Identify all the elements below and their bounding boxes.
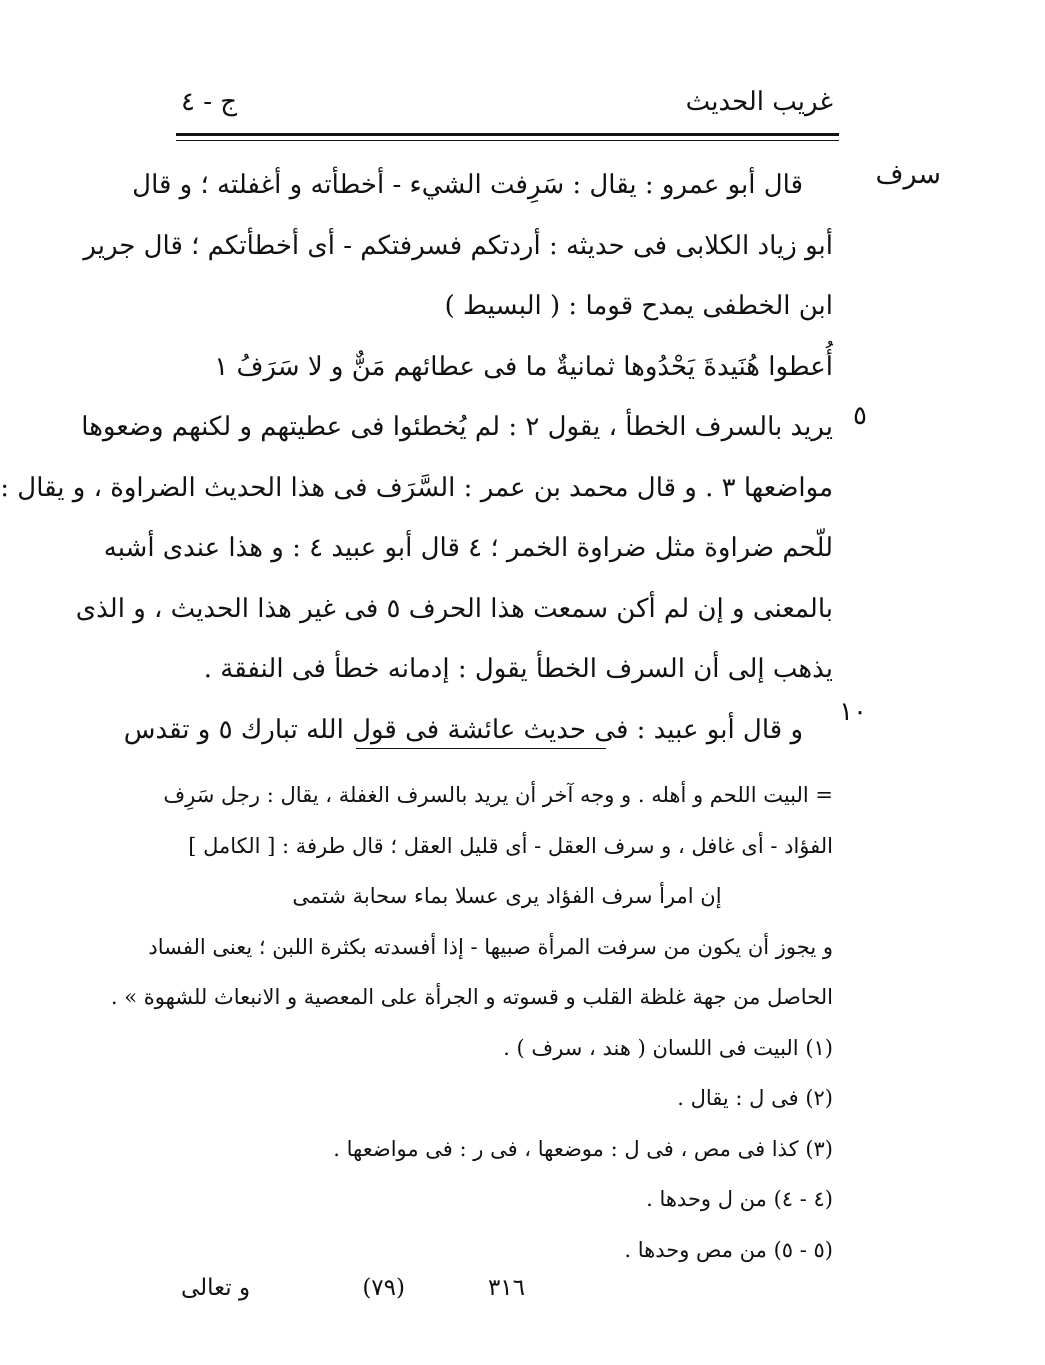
volume-number: ج - ٤ bbox=[181, 87, 238, 117]
header-rule-thin bbox=[176, 140, 839, 141]
header-rule-thick bbox=[176, 133, 839, 136]
footnote-4: (٤ - ٤) من ل وحدها . bbox=[646, 1187, 833, 1211]
text-line: و قال أبو عبيد : فى حديث عائشة فى قول الله تبارك ٥ و تقدس bbox=[123, 714, 803, 745]
line-number-10: ١٠ bbox=[839, 697, 867, 727]
footnote-5: (٥ - ٥) من مص وحدها . bbox=[624, 1237, 833, 1262]
note-line: = البيت اللحم و أهله . و وجه آخر أن يريد بالسرف الغفلة ، يقال : رجل سَرِف bbox=[163, 783, 833, 807]
note-line: و يجوز أن يكون من سرفت المرأة صبيها - إذا أفسدته بكثرة اللبن ؛ يعنى الفساد bbox=[148, 934, 833, 959]
text-line: بالمعنى و إن لم أكن سمعت هذا الحرف ٥ فى غير هذا الحديث ، و الذى bbox=[75, 593, 833, 624]
note-line: الحاصل من جهة غلظة القلب و قسوته و الجرأة على المعصية و الانبعاث للشهوة » . bbox=[110, 985, 833, 1009]
footnote-separator bbox=[356, 748, 606, 749]
line-number-5: ٥ bbox=[853, 401, 867, 431]
original-page-number: (٧٩) bbox=[362, 1275, 405, 1301]
page-number: ٣١٦ bbox=[487, 1275, 525, 1301]
main-text bbox=[0, 155, 833, 760]
note-verse: إن امرأ سرف الفؤاد يرى عسلا بماء سحابة شتمى bbox=[292, 884, 722, 908]
running-title: غريب الحديث bbox=[685, 87, 833, 117]
text-line: للّحم ضراوة مثل ضراوة الخمر ؛ ٤ قال أبو عبيد ٤ : و هذا عندى أشبه bbox=[103, 533, 833, 563]
text-line: قال أبو عمرو : يقال : سَرِفت الشيء - أخطأته و أغفلته ؛ و قال bbox=[132, 170, 803, 200]
note-line: الفؤاد - أى غافل ، و سرف العقل - أى قليل العقل ؛ قال طرفة : [ الكامل ] bbox=[188, 833, 833, 858]
footnotes bbox=[110, 770, 833, 1275]
text-line: يذهب إلى أن السرف الخطأ يقول : إدمانه خطأ فى النفقة . bbox=[203, 654, 833, 684]
margin-entry-word: سرف bbox=[875, 159, 941, 190]
footnote-2: (٢) فى ل : يقال . bbox=[677, 1086, 833, 1110]
text-line: يريد بالسرف الخطأ ، يقول ٢ : لم يُخطئوا فى عطيتهم و لكنهم وضعوها bbox=[81, 412, 833, 442]
footnote-3: (٣) كذا فى مص ، فى ل : موضعها ، فى ر : فى مواضعها . bbox=[333, 1136, 833, 1161]
text-line: ابن الخطفى يمدح قوما : ( البسيط ) bbox=[444, 291, 833, 321]
text-line: أبو زياد الكلابى فى حديثه : أردتكم فسرفتكم - أى أخطأتكم ؛ قال جرير bbox=[83, 230, 833, 261]
footnote-1: (١) البيت فى اللسان ( هند ، سرف ) . bbox=[503, 1035, 833, 1060]
poem-verse: أُعطوا هُنَيدةَ يَحْدُوها ثمانيةٌ ما فى عطائهم مَنٌّ و لا سَرَفُ ١ bbox=[214, 351, 833, 382]
text-line: مواضعها ٣ . و قال محمد بن عمر : السَّرَف فى هذا الحديث الضراوة ، و يقال : bbox=[0, 472, 833, 503]
catchword: و تعالى bbox=[181, 1275, 251, 1301]
